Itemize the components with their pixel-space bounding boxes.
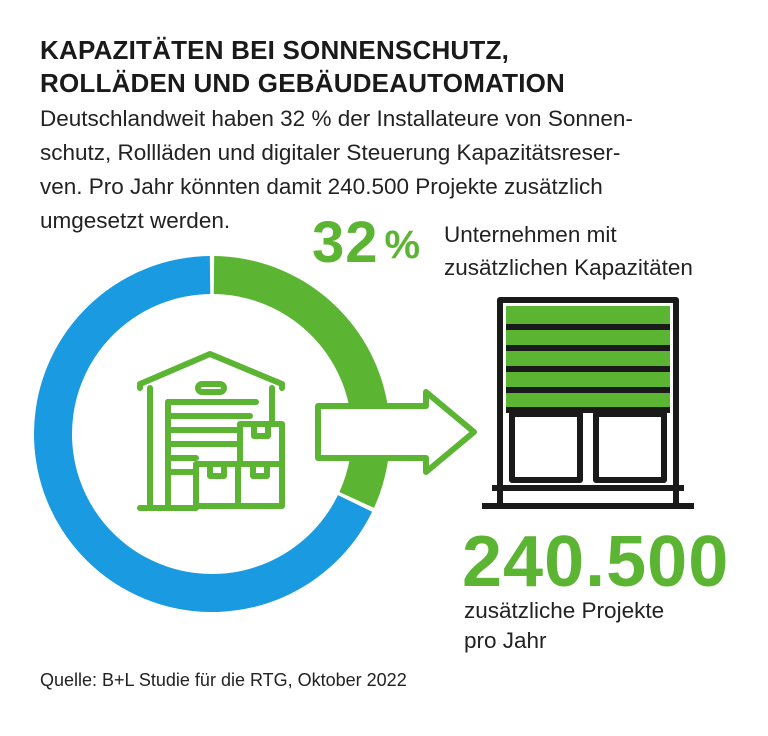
percent-label-line-2: zusätzlichen Kapazitäten — [444, 255, 693, 280]
intro-line-4: umgesetzt werden. — [40, 208, 231, 233]
intro-line-3: ven. Pro Jahr könnten damit 240.500 Projekte zusätzlich — [40, 174, 603, 199]
roller-shutter-window-icon — [482, 300, 694, 506]
highlight-percent-value: 32 — [312, 210, 379, 275]
arrow-icon — [318, 392, 474, 472]
percent-label-line-1: Unternehmen mit — [444, 222, 617, 247]
highlight-percent-unit: % — [384, 223, 421, 267]
intro-line-2: schutz, Rollläden und digitaler Steuerung Kapazitätsreser- — [40, 140, 621, 165]
projects-label — [464, 596, 664, 656]
intro-line-1: Deutschlandweit haben 32 % der Installateure von Sonnen- — [40, 106, 633, 131]
projects-label-line-2: pro Jahr — [464, 628, 547, 653]
chart-title-line-1: KAPAZITÄTEN BEI SONNENSCHUTZ, — [40, 35, 509, 65]
warehouse-icon — [140, 354, 282, 508]
projects-label-line-1: zusätzliche Projekte — [464, 598, 665, 623]
chart-title-line-2: ROLLÄDEN UND GEBÄUDEAUTOMATION — [40, 68, 566, 98]
percent-label — [444, 218, 693, 284]
source-note: Quelle: B+L Studie für die RTG, Oktober 2022 — [40, 670, 407, 690]
highlight-projects-value: 240.500 — [462, 522, 730, 602]
highlight-percent — [312, 210, 420, 276]
